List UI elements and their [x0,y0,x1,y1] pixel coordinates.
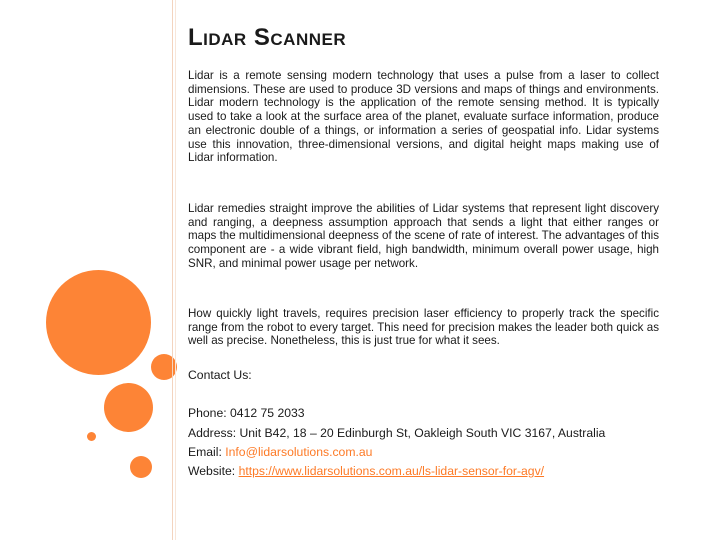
email-label: Email: [188,445,226,459]
website-label: Website: [188,464,239,478]
decorative-circle-medium [104,383,153,432]
decorative-circle-tiny [87,432,96,441]
email-link[interactable]: Info@lidarsolutions.com.au [225,445,373,459]
divider-line [175,0,176,540]
decorative-circle-small [130,456,152,478]
slide-title: Lidar Scanner [188,24,347,51]
decorative-circle-small [151,354,177,380]
contact-website-line [188,464,668,479]
contact-email-line [188,445,668,460]
website-link[interactable]: https://www.lidarsolutions.com.au/ls-lidar-sensor-for-agv/ [238,464,545,478]
body-paragraph: How quickly light travels, requires precision laser efficiency to properly track the specific range from the robot to every target. This need for precision makes the leader both quick as well as precise. Nonetheless, this is just true for what it sees. [188,307,659,348]
contact-address: Address: Unit B42, 18 – 20 Edinburgh St, Oakleigh South VIC 3167, Australia [188,426,606,440]
contact-heading: Contact Us: [188,368,252,382]
decorative-panel [0,0,173,540]
contact-phone: Phone: 0412 75 2033 [188,406,305,420]
divider-line [172,0,173,540]
body-paragraph: Lidar is a remote sensing modern technology that uses a pulse from a laser to collect dimensions. These are used to produce 3D versions and maps of things and environments. Lidar modern technology is the application of the remote sensing method. It is typically used to take a look at the surface area of the planet, evaluate surface information, produce an electronic double of a things, or information a series of geospatial info. Lidar systems use this innovation, three-dimensional versions, and digital height maps making use of Lidar information. [188,69,659,165]
body-paragraph: Lidar remedies straight improve the abilities of Lidar systems that represent light discovery and ranging, a deepness assumption approach that sends a light that either ranges or maps the multidimensional deepness of the scene of rate of interest. The advantages of this component are - a wide vibrant field, high bandwidth, minimum overall power usage, high SNR, and minimal power usage per network. [188,202,659,270]
decorative-circle-large [46,270,151,375]
